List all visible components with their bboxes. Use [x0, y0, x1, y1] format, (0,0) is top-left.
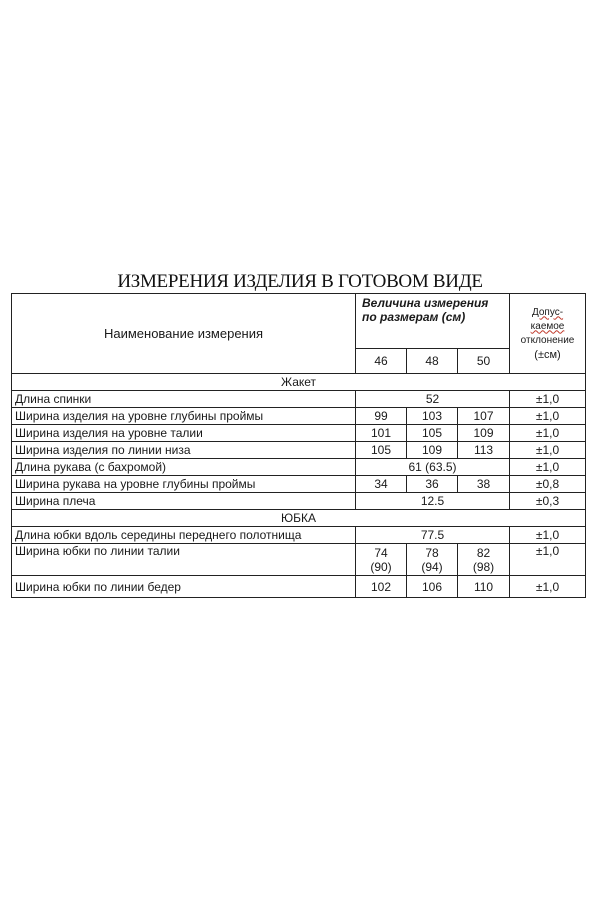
table-row	[12, 442, 586, 459]
row-tolerance: ±1,0	[510, 576, 586, 598]
value-primary: 78	[425, 545, 439, 560]
section-skirt: ЮБКА	[12, 510, 586, 527]
row-value-46: 101	[356, 425, 407, 442]
row-name: Ширина изделия по линии низа	[12, 442, 356, 459]
table-row	[12, 493, 586, 510]
row-value-50: 109	[458, 425, 510, 442]
row-value-46: 105	[356, 442, 407, 459]
row-tolerance: ±1,0	[510, 408, 586, 425]
row-name: Ширина юбки по линии талии	[12, 544, 356, 576]
row-name: Ширина изделия на уровне глубины проймы	[12, 408, 356, 425]
row-tolerance: ±1,0	[510, 544, 586, 576]
row-value-46	[356, 544, 407, 576]
measurement-name-header: Наименование измерения	[12, 294, 356, 374]
table-row	[12, 476, 586, 493]
row-value-all: 52	[356, 391, 510, 408]
table-row	[12, 425, 586, 442]
row-value-46: 34	[356, 476, 407, 493]
tolerance-header	[510, 294, 586, 374]
row-name: Ширина рукава на уровне глубины проймы	[12, 476, 356, 493]
value-secondary: (98)	[472, 559, 495, 574]
row-value-50: 38	[458, 476, 510, 493]
row-value-48: 36	[407, 476, 458, 493]
page-title: ИЗМЕРЕНИЯ ИЗДЕЛИЯ В ГОТОВОМ ВИДЕ	[117, 271, 483, 292]
tolerance-header-line1: Допус-	[531, 306, 564, 318]
row-value-all: 77.5	[356, 527, 510, 544]
table-row	[12, 459, 586, 476]
size-50: 50	[458, 349, 510, 374]
row-tolerance: ±1,0	[510, 425, 586, 442]
table-row	[12, 391, 586, 408]
row-value-50	[458, 544, 510, 576]
row-value-50: 107	[458, 408, 510, 425]
row-tolerance: ±1,0	[510, 391, 586, 408]
table-row	[12, 576, 586, 598]
value-primary: 82	[476, 545, 491, 560]
row-value-48: 105	[407, 425, 458, 442]
row-tolerance: ±0,3	[510, 493, 586, 510]
row-value-48: 109	[407, 442, 458, 459]
row-tolerance: ±1,0	[510, 442, 586, 459]
row-name: Ширина юбки по линии бедер	[12, 576, 356, 598]
value-primary: 74	[374, 545, 388, 560]
row-value-all: 12.5	[356, 493, 510, 510]
row-name: Длина юбки вдоль середины переднего полотнища	[12, 527, 356, 544]
value-secondary: (90)	[370, 559, 392, 574]
value-secondary: (94)	[421, 559, 443, 574]
section-row-skirt	[12, 510, 586, 527]
row-value-46: 99	[356, 408, 407, 425]
section-row-jacket	[12, 374, 586, 391]
tolerance-header-line3: отклонение	[520, 334, 575, 346]
table-row	[12, 408, 586, 425]
size-46: 46	[356, 349, 407, 374]
tolerance-header-line2: каемое	[530, 320, 565, 332]
row-value-50: 110	[458, 576, 510, 598]
row-value-48: 103	[407, 408, 458, 425]
row-name: Длина рукава (с бахромой)	[12, 459, 356, 476]
table-row	[12, 527, 586, 544]
row-name: Ширина изделия на уровне талии	[12, 425, 356, 442]
row-value-48: 106	[407, 576, 458, 598]
row-tolerance: ±1,0	[510, 459, 586, 476]
tolerance-header-line4: (±см)	[534, 348, 561, 361]
row-value-all: 61 (63.5)	[356, 459, 510, 476]
table-header-row	[12, 294, 586, 349]
size-group-header: Величина измерения по размерам (см)	[356, 294, 510, 349]
row-name: Длина спинки	[12, 391, 356, 408]
row-tolerance: ±0,8	[510, 476, 586, 493]
row-value-50: 113	[458, 442, 510, 459]
row-value-48	[407, 544, 458, 576]
section-jacket: Жакет	[12, 374, 586, 391]
table-row	[12, 544, 586, 576]
row-value-46: 102	[356, 576, 407, 598]
measurements-table	[11, 293, 586, 598]
row-tolerance: ±1,0	[510, 527, 586, 544]
row-name: Ширина плеча	[12, 493, 356, 510]
size-48: 48	[407, 349, 458, 374]
